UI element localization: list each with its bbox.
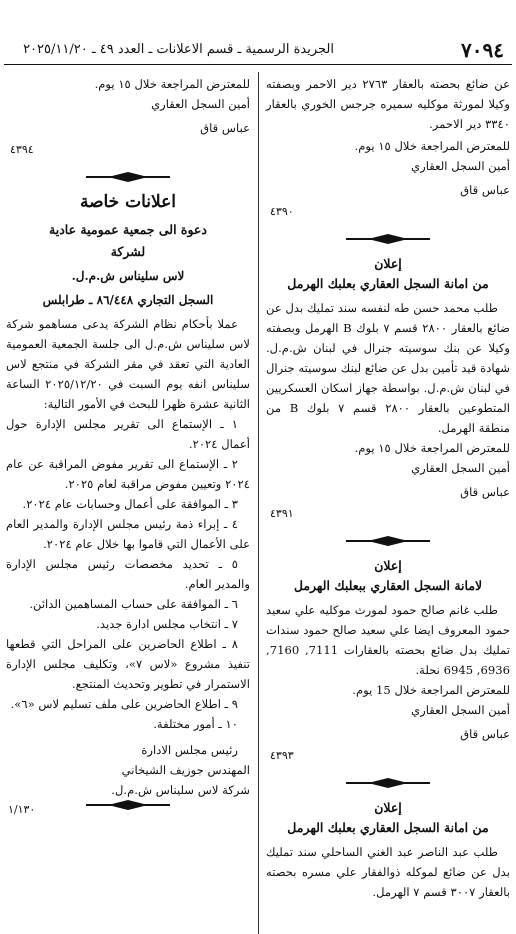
bottom-row [6,800,250,822]
reference-number: ٤٣٩٤ [10,143,34,156]
notice-body: طلب غانم صالح حمود لمورث موكليه علي سعيد حمود المعروف ايضا علي سعيد صالح حمود سندات تمليك بدل ضائع بحصته بالعقارات 7111, 7160, 6936, 6945 نحلة. [266,603,510,677]
registrar-name: عباس قاق [460,485,510,499]
notice-label: إعلان [374,256,402,271]
right-column [266,74,510,902]
section-separator [6,798,250,812]
objection-notice: للمعترض المراجعة خلال ١٥ يوم. [94,77,250,91]
objection-notice: للمعترض المراجعة خلال ١٥ يوم. [354,139,510,153]
registrar-name: عباس قاق [460,727,510,741]
registrar-title: أمين السجل العقاري [411,703,510,717]
reference-number: ١/١٣٠ [8,803,36,816]
invitation-title: دعوة الى جمعية عمومية عادية [49,222,207,237]
page-number: ٧٠٩٤ [461,38,504,62]
notice-heading: من امانة السجل العقاري بعلبك الهرمل [287,276,489,291]
registrar-title: أمين السجل العقاري [151,97,250,111]
board-chairman-title: رئيس مجلس الادارة [141,743,238,757]
reference-number: ٤٣٩٠ [270,205,294,218]
company-signature: شركة لاس سليناس ش.م.ل. [111,783,250,797]
notice-label: إعلان [374,558,402,573]
agenda-list [6,414,250,734]
section-separator [6,170,250,184]
notice-label: إعلان [374,800,402,815]
page-header [4,38,512,64]
registrar-title: أمين السجل العقاري [411,461,510,475]
agenda-item: ٤ ـ إبراء ذمة رئيس مجلس الإدارة والمدير العام على الأعمال التي قاموا بها خلال عام ٢٠٢٤. [6,517,250,551]
notice-heading: لامانة السجل العقاري ببعلبك الهرمل [293,578,483,593]
column-divider [258,72,259,934]
notice-continuation-text: عن ضائع بحصته بالعقار ٢٧٦٣ دير الاحمر وبصفته وكيلا لمورثة موكليه سميره جرجس الخوري بالعقار ٣٣٤٠ دير الاحمر. [266,77,510,131]
agenda-item: ١٠ ـ أمور مختلفة. [153,717,238,731]
agenda-item: ٩ ـ اطلاع الحاضرين على ملف تسليم لاس «٦». [10,697,238,711]
header-rule [4,64,512,65]
notice-heading: من امانة السجل العقاري بعلبك الهرمل [287,820,489,835]
commercial-registry: السجل التجاري ٨٦/٤٤٨ ـ طرابلس [42,293,214,307]
reference-number: ٤٣٩٣ [270,749,294,762]
agenda-item: ٧ ـ انتخاب مجلس ادارة جديد. [96,617,238,631]
company-name: لاس سليناس ش.م.ل. [71,269,185,283]
registrar-name: عباس قاق [200,121,250,135]
objection-notice: للمعترض المراجعة خلال 15 يوم. [352,683,510,697]
section-separator [266,534,510,548]
header-title: الجريدة الرسمية ـ قسم الاعلانات ـ العدد ٤٩ ـ ٢٠٢٥/١١/٢٠ [23,42,334,57]
left-column [6,74,250,822]
agenda-item: ٦ ـ الموافقة على حساب المساهمين الدائن. [29,597,238,611]
section-separator [266,776,510,790]
agenda-item: ١ ـ الإستماع الى تقرير مجلس الإدارة حول أعمال ٢٠٢٤. [6,417,250,451]
reference-number: ٤٣٩١ [270,507,294,520]
agenda-item: ٢ ـ الإستماع الى تقرير مفوض المراقبة عن عام ٢٠٢٤ وتعيين مفوض مراقبة لعام ٢٠٢٥. [6,457,250,491]
registrar-name: عباس قاق [460,183,510,197]
notice-body: طلب عبد الناصر عبد الغني الساحلي سند تمليك بدل عن ضائع لموكله ذوالفقار علي مسره بحصته بالعقار ٣٠٠٧ قسم ٧ الهرمل. [266,845,510,899]
invitation-subtitle: لشركة [110,244,146,259]
agenda-item: ٣ ـ الموافقة على أعمال وحسابات عام ٢٠٢٤. [22,497,238,511]
signatory-name: المهندس جوزيف الشيخاني [121,763,250,777]
objection-notice: للمعترض المراجعة خلال ١٥ يوم. [354,441,510,455]
agenda-item: ٥ ـ تحديد مخصصات رئيس مجلس الإدارة والمدير العام. [6,557,250,591]
section-separator [266,232,510,246]
section-title: اعلانات خاصة [79,192,177,212]
notice-body: طلب محمد حسن طه لنفسه سند تمليك بدل عن ضائع بالعقار ٢٨٠٠ قسم ٧ بلوك B الهرمل وبصفته وكيلا عن بنك سوسيته جنرال في لبنان ش.م.ل. شهادة قيد تأمين بدل عن ضائع لبنك سوسيته جنرال في لبنان ش.م.ل. بواسطة جهاز اسكان العسكريين المتطوعين بالعقار ٢٨٠٠ قسم ٧ بلوك B من منطقة الهرمل. [266,301,510,435]
agenda-item: ٨ ـ اطلاع الحاضرين على المراحل التي قطعها تنفيذ مشروع «لاس ٧»، وتكليف مجلس الإدارة الاستمرار في تطوير وتحديث المنتجع. [6,637,250,691]
invitation-body: عملا بأحكام نظام الشركة يدعى مساهمو شركة لاس سليناس ش.م.ل الى جلسة الجمعية العمومية العادية التي تعقد في مقر الشركة في منتجع لاس سليناس انفه يوم السبت في ٢٠٢٥/١٢/٢٠ الساعة الثانية عشرة ظهرا للبحث في الأمور التالية: [6,317,250,411]
registrar-title: أمين السجل العقاري [411,159,510,173]
